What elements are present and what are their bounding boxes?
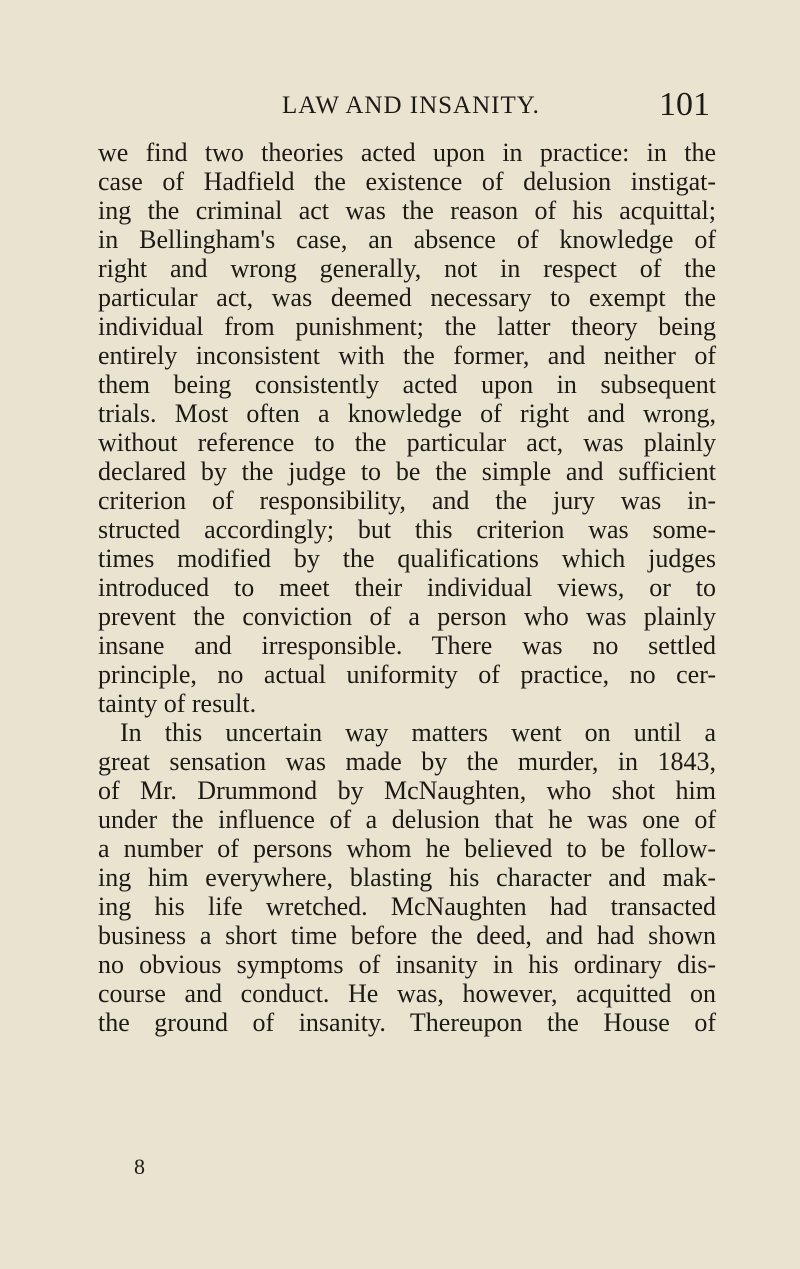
text-line: trials. Most often a knowledge of right and wrong,: [98, 399, 716, 428]
text-line: we find two theories acted upon in practice: in the: [98, 138, 716, 167]
text-line: particular act, was deemed necessary to exempt the: [98, 283, 716, 312]
text-line: insane and irresponsible. There was no settled: [98, 631, 716, 660]
text-line: great sensation was made by the murder, in 1843,: [98, 747, 716, 776]
text-line: times modified by the qualifications which judges: [98, 544, 716, 573]
text-line: entirely inconsistent with the former, and neither of: [98, 341, 716, 370]
body-text: [98, 138, 716, 1037]
text-line: declared by the judge to be the simple and sufficient: [98, 457, 716, 486]
text-line: of Mr. Drummond by McNaughten, who shot him: [98, 776, 716, 805]
text-line: criterion of responsibility, and the jury was in-: [98, 486, 716, 515]
text-line: case of Hadfield the existence of delusion instigat-: [98, 167, 716, 196]
text-line: right and wrong generally, not in respect of the: [98, 254, 716, 283]
page-number: 101: [659, 86, 710, 123]
text-line: a number of persons whom he believed to be follow-: [98, 834, 716, 863]
text-line: in Bellingham's case, an absence of knowledge of: [98, 225, 716, 254]
text-line: ing his life wretched. McNaughten had transacted: [98, 892, 716, 921]
text-line: individual from punishment; the latter theory being: [98, 312, 716, 341]
text-line: no obvious symptoms of insanity in his ordinary dis-: [98, 950, 716, 979]
signature-mark: 8: [134, 1154, 145, 1179]
text-line: In this uncertain way matters went on until a: [120, 718, 716, 747]
text-line: principle, no actual uniformity of practice, no cer-: [98, 660, 716, 689]
text-line: tainty of result.: [98, 689, 257, 718]
text-line: without reference to the particular act, was plainly: [98, 428, 716, 457]
text-line: structed accordingly; but this criterion was some-: [98, 515, 716, 544]
text-line: prevent the conviction of a person who was plainly: [98, 602, 716, 631]
text-line: ing the criminal act was the reason of his acquittal;: [98, 196, 716, 225]
running-head: LAW AND INSANITY.: [282, 92, 540, 119]
text-line: under the influence of a delusion that he was one of: [98, 805, 716, 834]
text-line: ing him everywhere, blasting his character and mak-: [98, 863, 716, 892]
text-line: course and conduct. He was, however, acquitted on: [98, 979, 716, 1008]
page-header: [0, 86, 800, 126]
text-line: the ground of insanity. Thereupon the House of: [98, 1008, 716, 1037]
text-line: them being consistently acted upon in subsequent: [98, 370, 716, 399]
text-line: introduced to meet their individual views, or to: [98, 573, 716, 602]
text-line: business a short time before the deed, and had shown: [98, 921, 716, 950]
